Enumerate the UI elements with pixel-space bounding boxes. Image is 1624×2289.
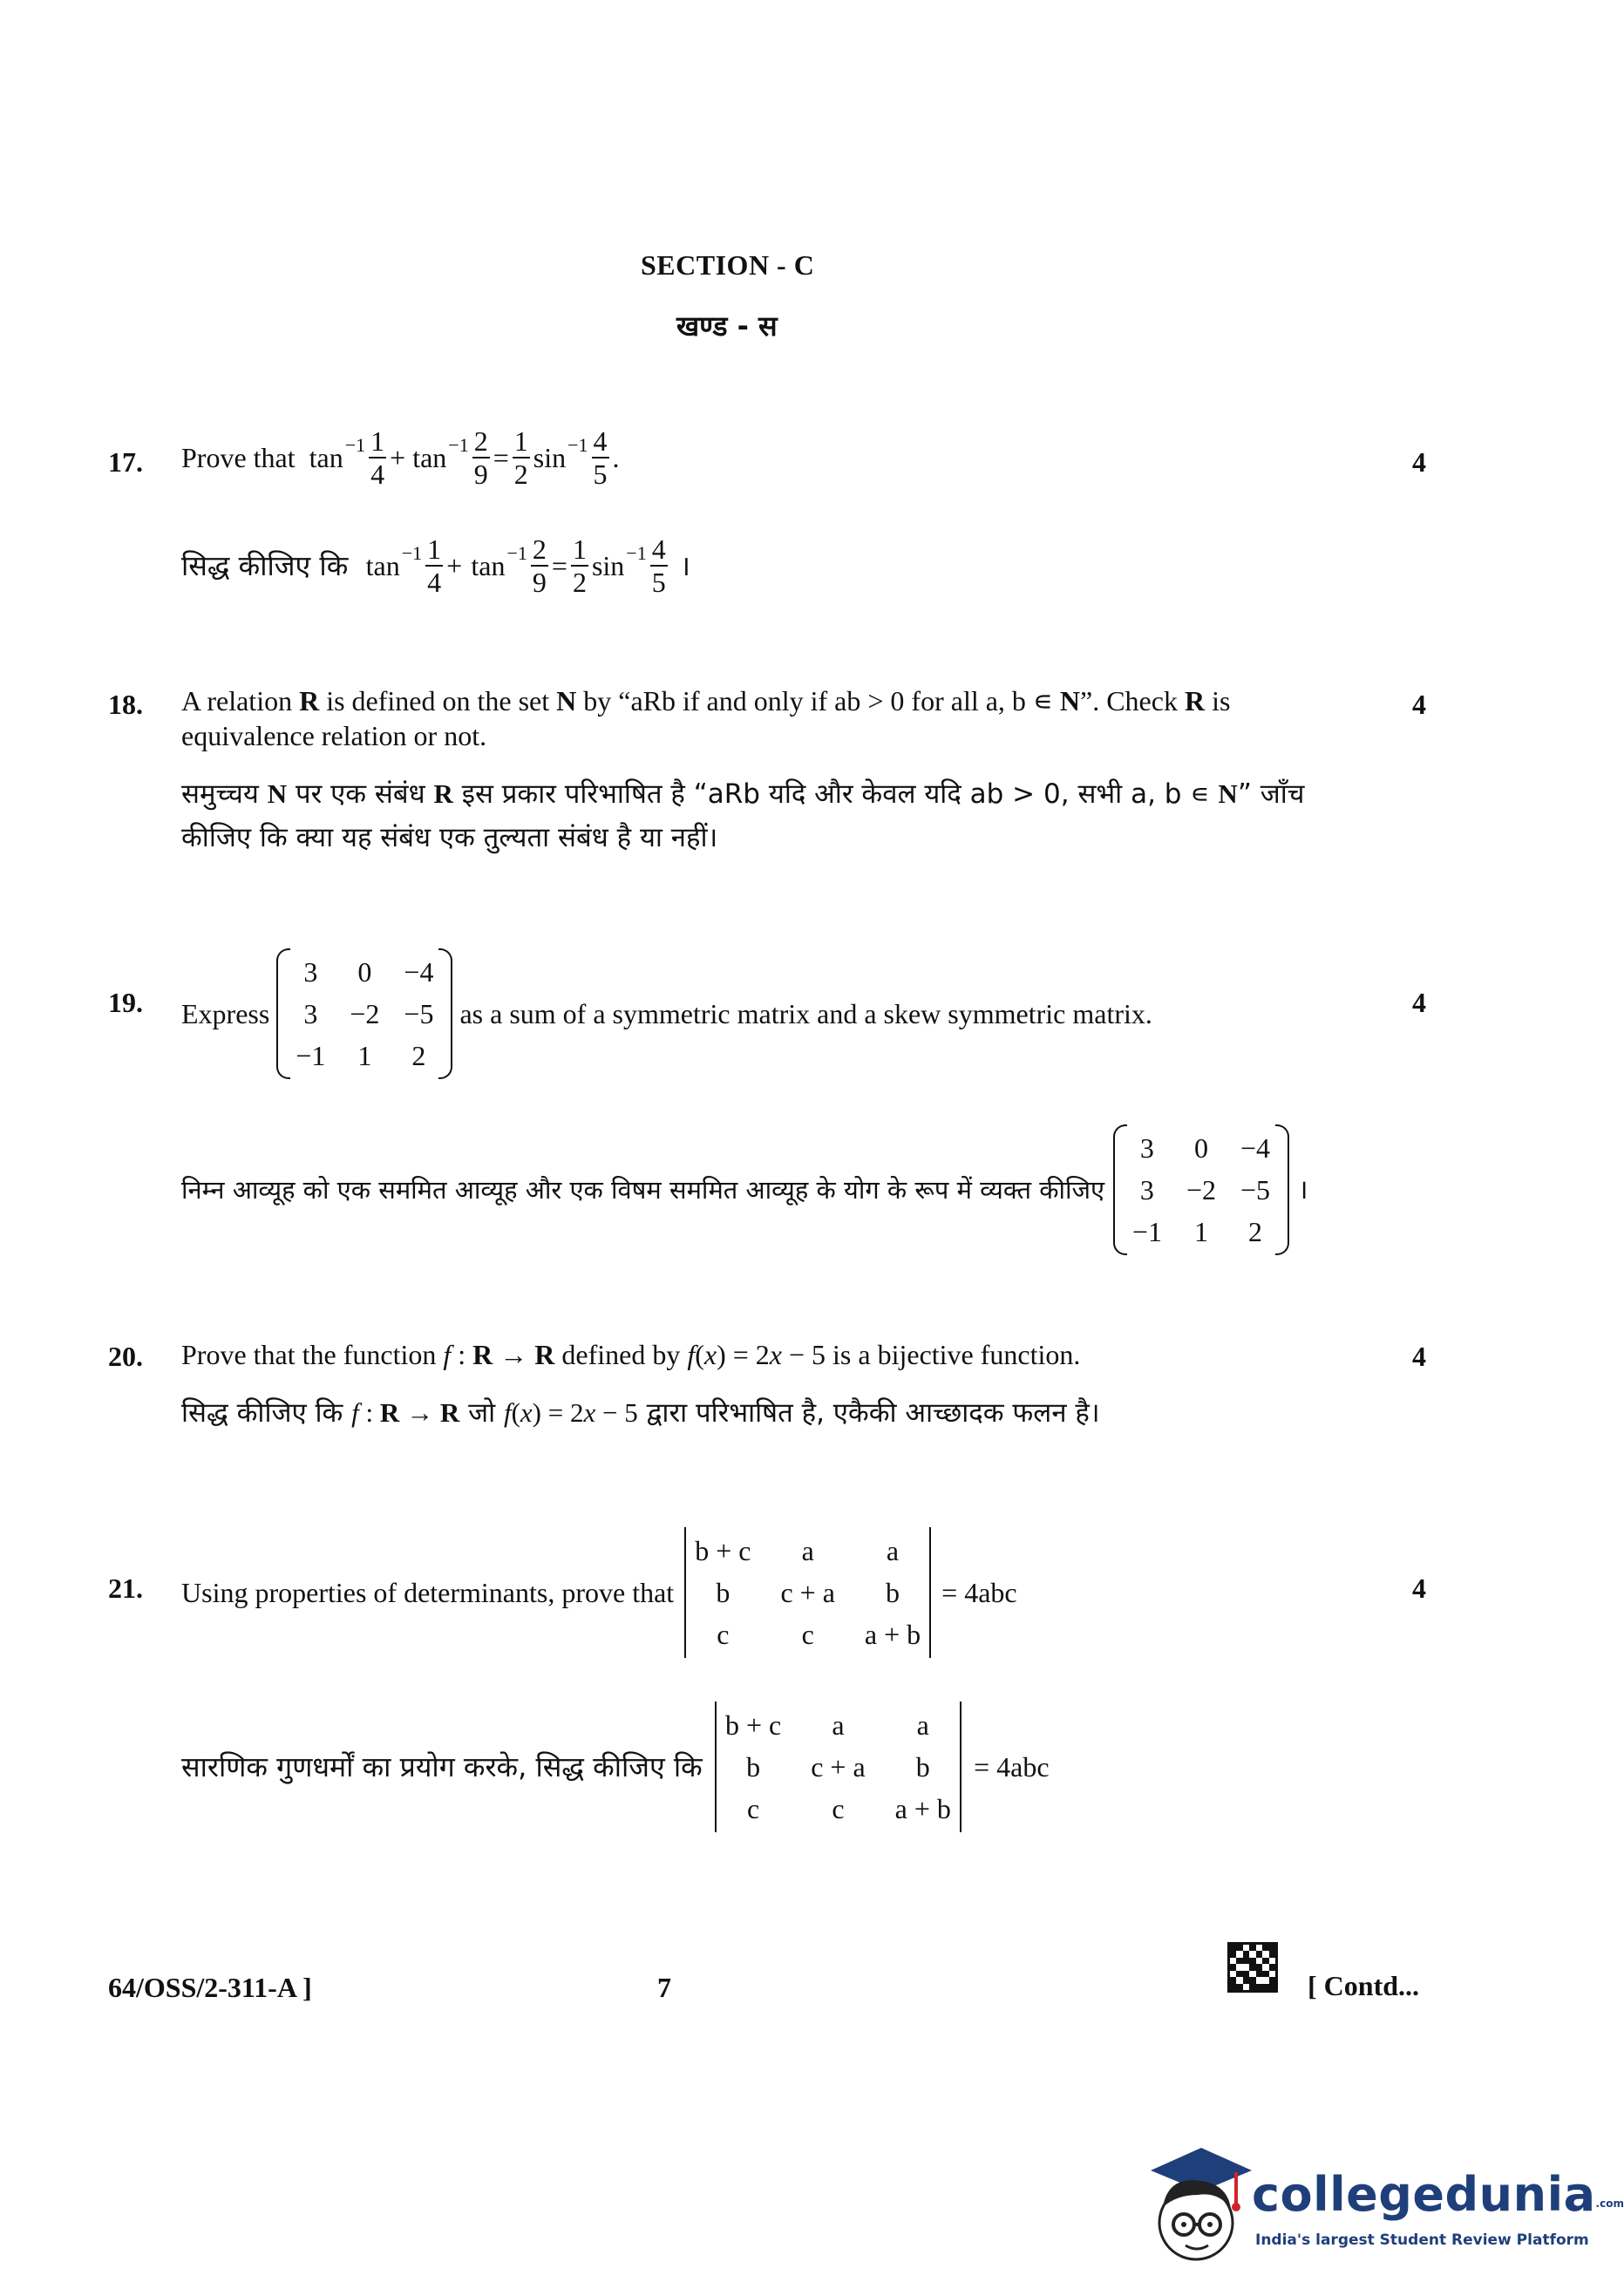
qr-code-icon <box>1227 1942 1278 1993</box>
question-20-marks: 4 <box>1412 1341 1426 1372</box>
question-18-marks: 4 <box>1412 689 1426 720</box>
question-number-19: 19. <box>108 987 143 1018</box>
brand-tagline: India's largest Student Review Platform <box>1255 2231 1589 2249</box>
brand-name: collegedunia <box>1252 2167 1596 2222</box>
question-number-18: 18. <box>108 689 143 720</box>
question-21-marks: 4 <box>1412 1572 1426 1604</box>
brand-dotcom: .com <box>1595 2197 1624 2210</box>
collegedunia-logo <box>1252 2167 1624 2222</box>
q17-hindi-prefix: सिद्ध कीजिए कि <box>181 549 349 582</box>
question-18-hindi: समुच्चय N पर एक संबंध R इस प्रकार परिभाषित है “aRb यदि और केवल यदि ab > 0, सभी a, b ∊ N” जाँच कीजिए कि क्या यह संबंध एक तुल्यता संबंध है या नहीं। <box>181 778 1305 853</box>
page-number: 7 <box>657 1972 671 2003</box>
determinant: b + c a a b c + a b c c a + b <box>711 1701 965 1832</box>
fraction: $\frac{4}{5}$ <box>593 425 608 490</box>
fraction: $\frac{1}{4}$ <box>427 533 442 598</box>
fraction: $\frac{2}{9}$ <box>532 533 547 598</box>
determinant: b + c a a b c + a b c c a + b <box>681 1527 934 1658</box>
question-17-english: Prove that tan −1 $\frac{1}{4}$ + tan −1 $\frac{2}{9}$ = $\frac{1}{2}$ sin −1 $\frac{4}{5}$ . <box>181 425 620 490</box>
continued-label: [ Contd... <box>1308 1970 1420 2001</box>
question-number-20: 20. <box>108 1341 143 1372</box>
collegedunia-mascot-icon <box>1133 2137 1255 2268</box>
paper-code: 64/OSS/2-311-A ] <box>108 1972 312 2003</box>
section-subtitle: खण्ड - स <box>676 309 778 343</box>
matrix: 3 0 −4 3 −2 −5 −1 1 2 <box>276 948 452 1079</box>
fraction: $\frac{2}{9}$ <box>473 425 488 490</box>
fraction: $\frac{1}{4}$ <box>370 425 385 490</box>
fraction: $\frac{4}{5}$ <box>651 533 666 598</box>
question-21-english: Using properties of determinants, prove that b + c a a b c + a b c c a + b = 4abc <box>181 1527 1017 1658</box>
question-number-21: 21. <box>108 1572 143 1604</box>
question-19-english: Express 3 0 −4 3 −2 −5 −1 1 2 as a sum of a symmetric matrix and a skew symmetric matrix. <box>181 948 1152 1079</box>
question-17-marks: 4 <box>1412 446 1426 478</box>
question-19-hindi: निम्न आव्यूह को एक सममित आव्यूह और एक विषम सममित आव्यूह के योग के रूप में व्यक्त कीजिए 3 0 −4 3 −2 −5 −1 1 2 । <box>181 1124 1308 1255</box>
question-number-17: 17. <box>108 446 143 478</box>
question-20-english: Prove that the function f : R → R defined by f(x) = 2x − 5 is a bijective function. <box>181 1339 1081 1370</box>
q17-prefix: Prove that <box>181 442 296 473</box>
question-19-marks: 4 <box>1412 987 1426 1018</box>
question-21-hindi: सारणिक गुणधर्मों का प्रयोग करके, सिद्ध कीजिए कि b + c a a b c + a b c c a + b = 4abc <box>181 1701 1050 1832</box>
question-18-english: A relation R is defined on the set N by “aRb if and only if ab > 0 for all a, b ∊ N”. Check R is equivalence relation or not. <box>181 685 1231 751</box>
question-17-hindi: सिद्ध कीजिए कि tan −1 $\frac{1}{4}$ + tan −1 $\frac{2}{9}$ = $\frac{1}{2}$ sin −1 $\frac{4}{5}$ । <box>181 533 691 598</box>
fraction: $\frac{1}{2}$ <box>513 425 528 490</box>
question-20-hindi: सिद्ध कीजिए कि f : R → R जो f(x) = 2x − 5 द्वारा परिभाषित है, एकैकी आच्छादक फलन है। <box>181 1397 1100 1429</box>
fraction: $\frac{1}{2}$ <box>572 533 587 598</box>
matrix: 3 0 −4 3 −2 −5 −1 1 2 <box>1113 1124 1289 1255</box>
section-title: SECTION - C <box>641 249 815 281</box>
